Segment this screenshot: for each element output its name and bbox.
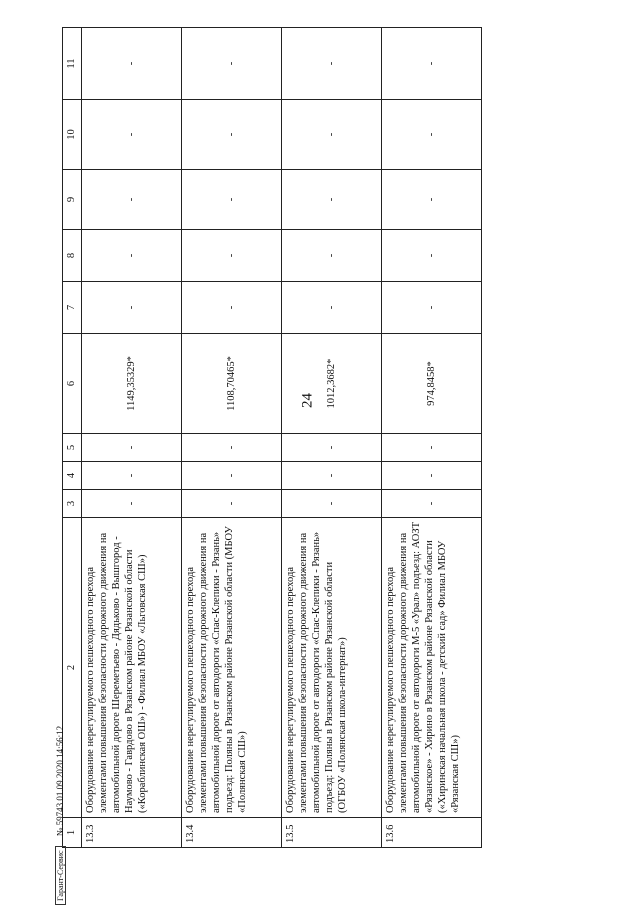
cell: -: [82, 490, 182, 518]
table-row: [282, 28, 382, 848]
col-header: 5: [63, 434, 82, 462]
cell: -: [82, 170, 182, 230]
cell: -: [182, 170, 282, 230]
col-header: 3: [63, 490, 82, 518]
cell: -: [82, 28, 182, 100]
row-number: 13.4: [182, 818, 282, 848]
cell: -: [82, 434, 182, 462]
col-header: 6: [63, 334, 82, 434]
cell: -: [282, 490, 382, 518]
cell: -: [282, 230, 382, 282]
col-header: 7: [63, 282, 82, 334]
cell: -: [282, 100, 382, 170]
cell: -: [82, 100, 182, 170]
cell: -: [382, 230, 482, 282]
cell: -: [382, 28, 482, 100]
col-header: 10: [63, 100, 82, 170]
row-description: Оборудование нерегулируемого пешеходного перехода элементами повышения безопасности дорожного движения на автомобильной дороге от автодороги «Спас-Клепики - Рязань» подъезд: Поляны в Рязанском районе Рязанской области (ОГБОУ «Полянская школа-интернат»): [282, 518, 382, 818]
document-stamp: № 59743 01.09.2020 14:56:12: [55, 725, 65, 837]
row-number: 13.5: [282, 818, 382, 848]
row-number: 13.3: [82, 818, 182, 848]
col-header: 11: [63, 28, 82, 100]
cell: -: [182, 230, 282, 282]
page-number: 24: [299, 393, 316, 408]
cell: -: [82, 282, 182, 334]
cell: -: [282, 434, 382, 462]
col-header: 9: [63, 170, 82, 230]
row-description: Оборудование нерегулируемого пешеходного перехода элементами повышения безопасности дорожного движения на автомобильной дороге от автодороги М-5 «Урал» подъезд: АОЗТ «Рязанское» - Хирино в Рязанском районе Рязанской области («Хиринская начальная школа - детский сад» Филиал МБОУ «Рязанская СШ»): [382, 518, 482, 818]
table-row: [182, 28, 282, 848]
cell: -: [382, 282, 482, 334]
col-header: 4: [63, 462, 82, 490]
footer-stamp: [55, 505, 66, 905]
cell-amount: 974,8458*: [382, 334, 482, 434]
cell: -: [282, 282, 382, 334]
row-description: Оборудование нерегулируемого пешеходного перехода элементами повышения безопасности дорожного движения на автомобильной дороге Шереметьево - Дядьково - Вышгород - Наумово - Гаврдово в Рязанском районе Рязанской области («Кораблинская ОШ») - Филиал МБОУ «Льговская СШ»): [82, 518, 182, 818]
cell: -: [382, 100, 482, 170]
cell: -: [182, 434, 282, 462]
cell-amount: 1108,70465*: [182, 334, 282, 434]
cell: -: [382, 462, 482, 490]
cell: -: [282, 462, 382, 490]
col-header: 2: [63, 518, 82, 818]
cell: -: [382, 170, 482, 230]
table-row: [82, 28, 182, 848]
table-row: [382, 28, 482, 848]
cell: -: [282, 170, 382, 230]
cell: -: [82, 462, 182, 490]
cell: -: [382, 490, 482, 518]
row-number: 13.6: [382, 818, 482, 848]
cell: -: [182, 100, 282, 170]
cell: -: [182, 28, 282, 100]
cell: -: [282, 28, 382, 100]
cell-amount: 1012,3682*: [282, 334, 382, 434]
cell: -: [82, 230, 182, 282]
row-description: Оборудование нерегулируемого пешеходного перехода элементами повышения безопасности дорожного движения на автомобильной дороге от автодороги «Спас-Клепики - Рязань» подъезд: Поляны в Рязанском районе Рязанской области (МБОУ «Полянская СШ»): [182, 518, 282, 818]
col-header: 8: [63, 230, 82, 282]
rotated-table-container: [62, 28, 512, 848]
garant-logo: Гарант-Сервис: [55, 846, 66, 905]
cell: -: [182, 282, 282, 334]
col-header: 1: [63, 818, 82, 848]
data-table: [62, 27, 482, 848]
cell: -: [182, 462, 282, 490]
cell: -: [382, 434, 482, 462]
cell: -: [182, 490, 282, 518]
cell-amount: 1149,35329*: [82, 334, 182, 434]
